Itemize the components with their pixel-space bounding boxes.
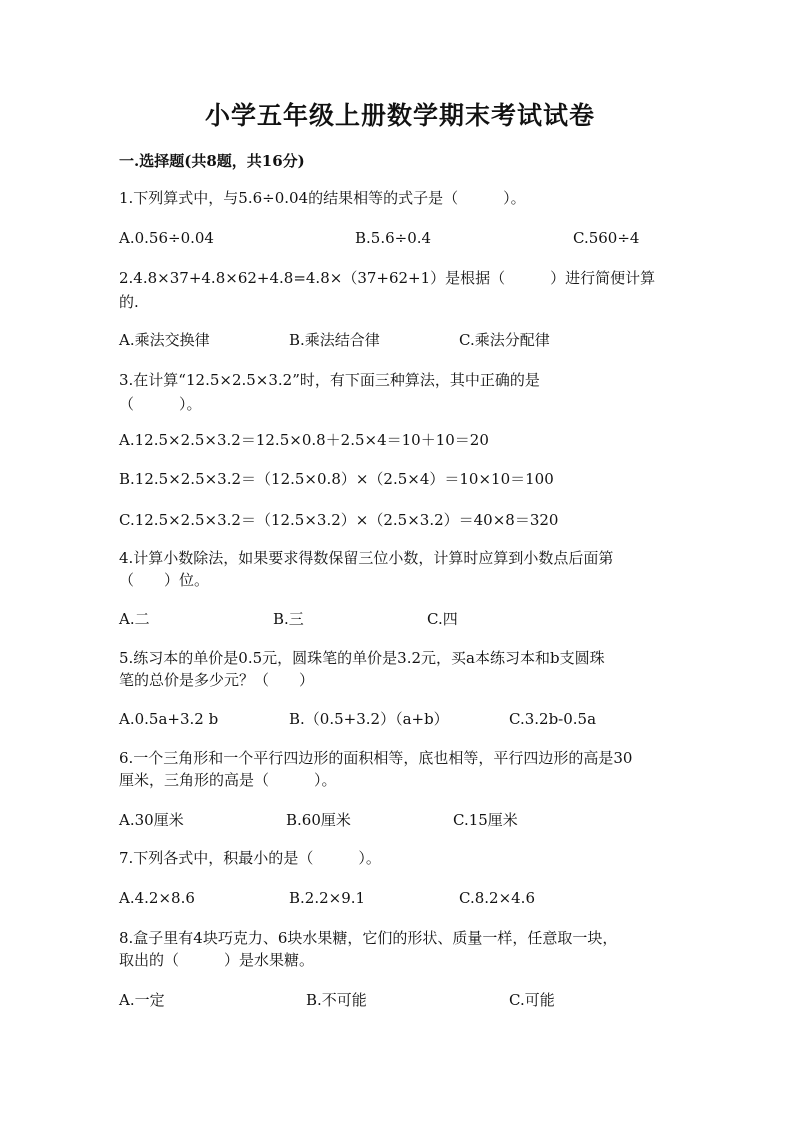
question-8-option-b: B.不可能 [306, 991, 367, 1009]
page-title: 小学五年级上册数学期末考试试卷 [204, 101, 595, 130]
question-6-line-2: 厘米，三角形的高是（ ）。 [119, 771, 337, 789]
question-4-option-b: B.三 [273, 610, 304, 628]
question-4-option-a: A.二 [119, 610, 150, 628]
question-8-option-a: A.一定 [119, 991, 165, 1009]
question-2-line-1: 2.4.8×37+4.8×62+4.8=4.8×（37+62+1）是根据（ ）进行简便计算 [119, 269, 656, 287]
question-2-option-b: B.乘法结合律 [289, 331, 380, 349]
question-1-option-c: C.560÷4 [573, 229, 640, 247]
question-7-option-a: A.4.2×8.6 [119, 889, 195, 907]
question-7-option-b: B.2.2×9.1 [289, 889, 366, 907]
question-6-option-b: B.60厘米 [286, 811, 351, 829]
question-8-line-1: 8.盒子里有4块巧克力、6块水果糖，它们的形状、质量一样，任意取一块， [119, 929, 618, 947]
question-1-option-b: B.5.6÷0.4 [355, 229, 432, 247]
question-3-option-c: C.12.5×2.5×3.2＝（12.5×3.2）×（2.5×3.2）＝40×8＝320 [119, 511, 559, 529]
question-8-option-c: C.可能 [509, 991, 555, 1009]
question-4-line-2: （ ）位。 [119, 571, 210, 589]
question-7-line-1: 7.下列各式中，积最小的是（ ）。 [119, 849, 381, 867]
question-6-option-a: A.30厘米 [119, 811, 184, 829]
question-3-option-b: B.12.5×2.5×3.2＝（12.5×0.8）×（2.5×4）＝10×10＝100 [119, 470, 554, 488]
question-1-option-a: A.0.56÷0.04 [119, 229, 214, 247]
question-5-option-a: A.0.5a+3.2 b [119, 710, 219, 728]
question-4-line-1: 4.计算小数除法，如果要求得数保留三位小数，计算时应算到小数点后面第 [119, 549, 614, 567]
question-8-line-2: 取出的（ ）是水果糖。 [119, 951, 315, 969]
question-2-option-c: C.乘法分配律 [459, 331, 550, 349]
question-6-option-c: C.15厘米 [453, 811, 518, 829]
section-heading: 一.选择题(共8题，共16分) [119, 152, 305, 170]
question-2-line-2: 的. [119, 293, 139, 311]
question-1-line-1: 1.下列算式中，与5.6÷0.04的结果相等的式子是（ ）。 [119, 189, 526, 207]
question-7-option-c: C.8.2×4.6 [459, 889, 535, 907]
question-3-line-2: （ ）。 [119, 395, 202, 413]
question-6-line-1: 6.一个三角形和一个平行四边形的面积相等，底也相等，平行四边形的高是30 [119, 749, 633, 767]
question-5-line-1: 5.练习本的单价是0.5元，圆珠笔的单价是3.2元，买a本练习本和b支圆珠 [119, 649, 605, 667]
question-5-line-2: 笔的总价是多少元？（ ） [119, 671, 315, 689]
question-2-option-a: A.乘法交换律 [119, 331, 210, 349]
question-3-option-a: A.12.5×2.5×3.2＝12.5×0.8＋2.5×4＝10＋10＝20 [119, 431, 489, 449]
question-3-line-1: 3.在计算“12.5×2.5×3.2”时，有下面三种算法，其中正确的是 [119, 371, 540, 389]
question-4-option-c: C.四 [427, 610, 458, 628]
question-5-option-c: C.3.2b-0.5a [509, 710, 597, 728]
question-5-option-b: B.（0.5+3.2）（a+b） [289, 710, 449, 728]
